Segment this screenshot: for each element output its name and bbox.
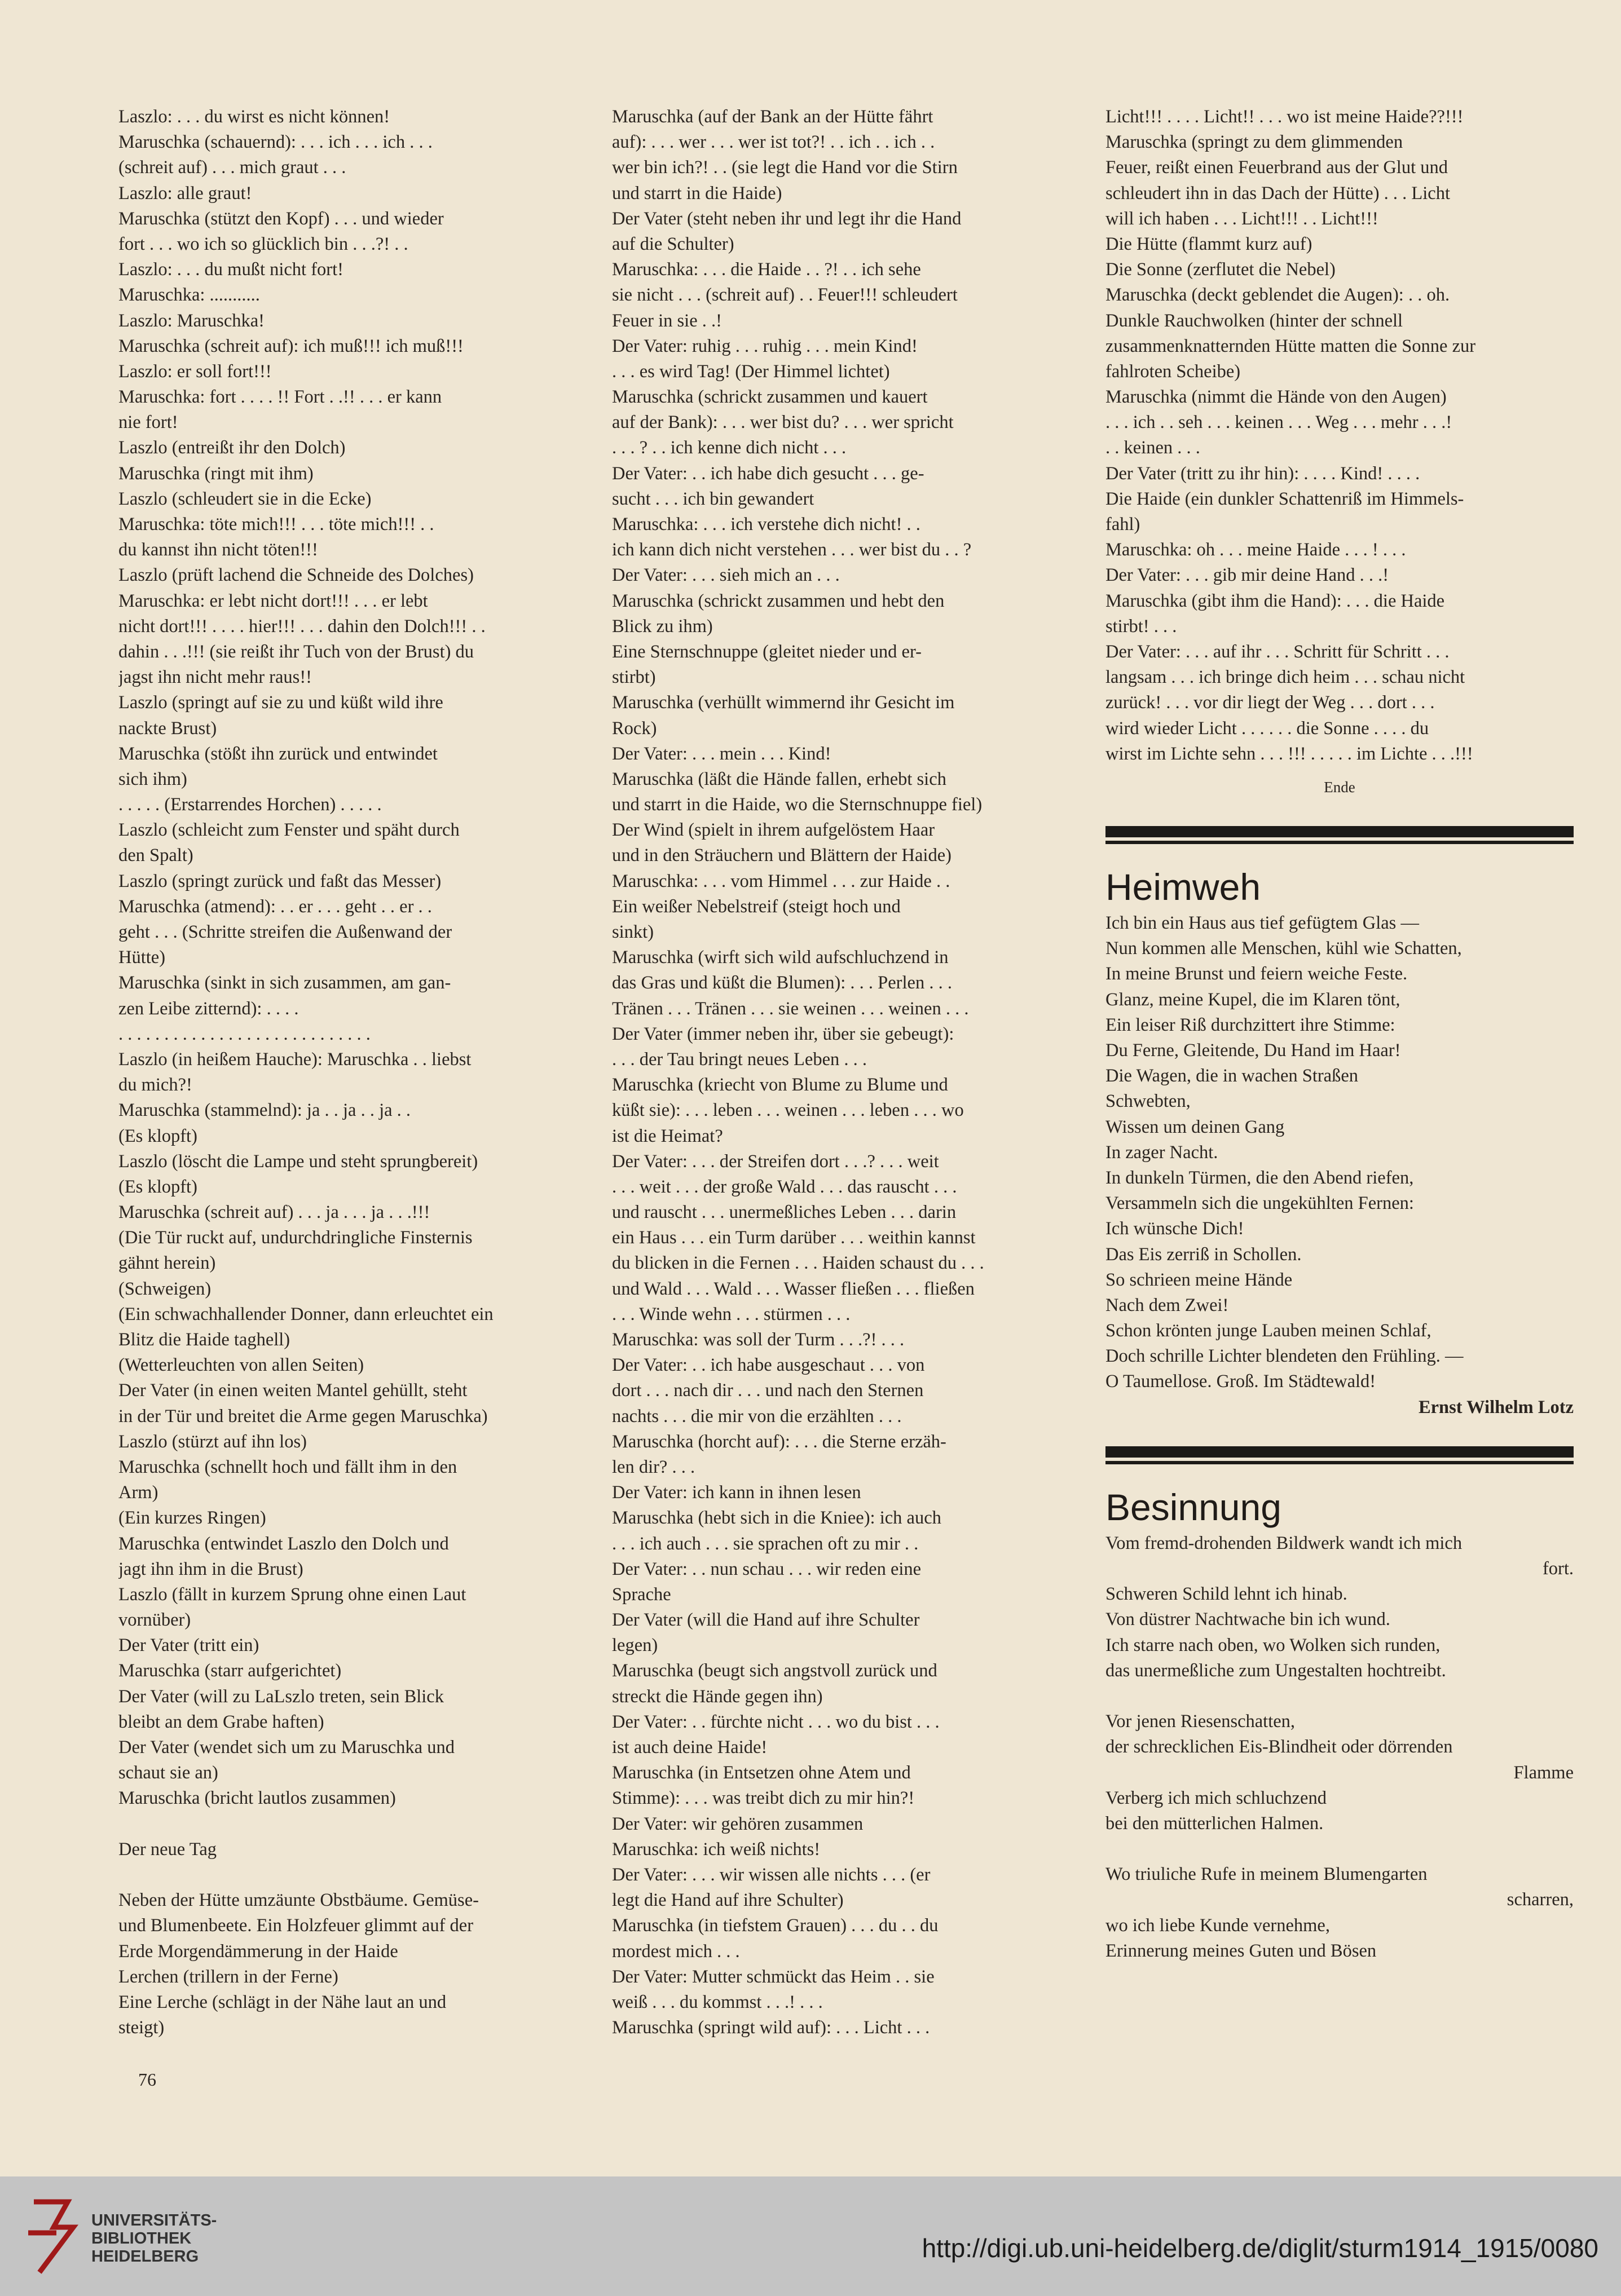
text-line: Laszlo (schleicht zum Fenster und späht durch (118, 820, 460, 841)
text-line: wird wieder Licht . . . . . . die Sonne . . . . du (1105, 718, 1429, 739)
text-line: Der Vater: . . . gib mir deine Hand . . .! (1105, 565, 1389, 586)
text-line: Maruschka (deckt geblendet die Augen): . . oh. (1105, 285, 1450, 306)
text-line: Der Vater (tritt zu ihr hin): . . . . Kind! . . . . (1105, 463, 1420, 484)
text-line: Laszlo: . . . du mußt nicht fort! (118, 259, 343, 280)
text-line: Du Ferne, Gleitende, Du Hand im Haar! (1105, 1040, 1401, 1061)
text-line: len dir? . . . (612, 1456, 695, 1477)
text-line: zen Leibe zitternd): . . . . (118, 998, 299, 1019)
text-line: So schrieen meine Hände (1105, 1269, 1293, 1290)
text-line: (Ein schwachhallender Donner, dann erleuchtet ein (118, 1304, 494, 1324)
text-line: Maruschka (kriecht von Blume zu Blume und (612, 1075, 948, 1096)
text-line: . . . Winde wehn . . . stürmen . . . (612, 1304, 851, 1324)
text-line: Der Vater: . . . mein . . . Kind! (612, 743, 831, 764)
text-line: . . . . . (Erstarrendes Horchen) . . . . . (118, 794, 382, 815)
text-line: Maruschka (springt wild auf): . . . Licht . . . (612, 2017, 930, 2038)
text-line: Rock) (612, 718, 657, 739)
text-line: Flamme (1513, 1762, 1574, 1783)
text-line: wer bin ich?! . . (sie legt die Hand vor die Stirn (612, 157, 958, 178)
text-line: Maruschka: was soll der Turm . . .?! . . . (612, 1330, 905, 1350)
text-line: Laszlo: alle graut! (118, 183, 252, 204)
text-line: will ich haben . . . Licht!!! . . Licht!!! (1105, 208, 1378, 229)
text-line: und in den Sträuchern und Blättern der Haide) (612, 845, 952, 866)
text-line: In dunkeln Türmen, die den Abend riefen, (1105, 1167, 1414, 1188)
text-line: Der Vater: ruhig . . . ruhig . . . mein Kind! (612, 335, 918, 356)
text-line: zusammenknatternden Hütte matten die Sonne zur (1105, 335, 1476, 356)
text-line: (Es klopft) (118, 1125, 197, 1146)
library-logo-icon (23, 2193, 85, 2278)
text-line: das unermeßliche zum Ungestalten hochtreibt. (1105, 1660, 1446, 1681)
text-line: Versammeln sich die ungekühlten Fernen: (1105, 1193, 1414, 1214)
text-line: Laszlo (löscht die Lampe und steht sprungbereit) (118, 1151, 478, 1172)
text-line: sich ihm) (118, 769, 187, 789)
text-line: nicht dort!!! . . . . hier!!! . . . dahin den Dolch!!! . . (118, 616, 486, 637)
section-divider-2 (1105, 1446, 1574, 1458)
text-line: scharren, (1507, 1889, 1574, 1910)
text-line: Laszlo (in heißem Hauche): Maruschka . . liebst (118, 1049, 472, 1070)
text-line: du kannst ihn nicht töten!!! (118, 540, 318, 560)
text-column-2 (612, 104, 1086, 2041)
text-line: (Die Tür ruckt auf, undurchdringliche Finsternis (118, 1228, 473, 1248)
text-line: Maruschka (verhüllt wimmernd ihr Gesicht im (612, 692, 955, 713)
text-line: Maruschka: . . . vom Himmel . . . zur Haide . . (612, 871, 950, 891)
text-line: Der Vater: wir gehören zusammen (612, 1813, 864, 1834)
text-line: Laszlo (fällt in kurzem Sprung ohne einen Laut (118, 1584, 466, 1605)
text-line: Maruschka (hebt sich in die Kniee): ich auch (612, 1508, 941, 1529)
text-line: ein Haus . . . ein Turm darüber . . . weithin kannst (612, 1228, 976, 1248)
text-line: Maruschka (läßt die Hände fallen, erhebt sich (612, 769, 946, 789)
text-line: Maruschka (stützt den Kopf) . . . und wieder (118, 208, 444, 229)
text-line: Der Vater: . . . der Streifen dort . . .? . . . weit (612, 1151, 939, 1172)
text-line: langsam . . . ich bringe dich heim . . . schau nicht (1105, 667, 1465, 688)
text-line: Laszlo: er soll fort!!! (118, 361, 272, 382)
text-line: Maruschka (gibt ihm die Hand): . . . die Haide (1105, 590, 1445, 611)
text-line: und starrt in die Haide) (612, 183, 782, 204)
drama-ending (1105, 104, 1574, 767)
text-line: Der Vater (wendet sich um zu Maruschka und (118, 1737, 455, 1758)
text-line: jagt ihn ihm in die Brust) (118, 1558, 303, 1579)
text-line: . . . weit . . . der große Wald . . . das rauscht . . . (612, 1176, 957, 1197)
text-line: Feuer in sie . .! (612, 310, 722, 331)
text-line: sinkt) (612, 922, 654, 942)
text-line: Wo triuliche Rufe in meinem Blumengarten (1105, 1864, 1428, 1885)
text-line: Maruschka: töte mich!!! . . . töte mich!!! . . (118, 514, 434, 535)
text-line: Erde Morgendämmerung in der Haide (118, 1941, 398, 1962)
text-line: In zager Nacht. (1105, 1142, 1218, 1163)
text-line: (Schweigen) (118, 1278, 212, 1299)
text-line: Maruschka (schrickt zusammen und hebt den (612, 590, 945, 611)
text-line: Laszlo (entreißt ihr den Dolch) (118, 438, 346, 458)
text-line: (Es klopft) (118, 1176, 197, 1197)
text-line: . . . . . . . . . . . . . . . . . . . . . . . . . . . . (118, 1023, 371, 1044)
text-line: ich kann dich nicht verstehen . . . wer bist du . . ? (612, 540, 972, 560)
text-line: Der Vater (will die Hand auf ihre Schulter (612, 1610, 920, 1631)
text-line: Maruschka (schreit auf): ich muß!!! ich muß!!! (118, 335, 464, 356)
library-name (91, 2211, 217, 2266)
poem-author: Ernst Wilhelm Lotz (1418, 1397, 1574, 1418)
text-line: Der Vater: . . . auf ihr . . . Schritt für Schritt . . . (1105, 641, 1450, 662)
text-line: In meine Brunst und feiern weiche Feste. (1105, 964, 1408, 984)
library-footer (0, 2176, 1621, 2296)
text-line: Laszlo (springt zurück und faßt das Messer) (118, 871, 442, 891)
text-line: . . . der Tau bringt neues Leben . . . (612, 1049, 867, 1070)
text-line: Blick zu ihm) (612, 616, 713, 637)
text-line: Maruschka (schreit auf) . . . ja . . . ja . . .!!! (118, 1202, 430, 1223)
end-marker: Ende (1324, 778, 1355, 796)
text-line: Tränen . . . Tränen . . . sie weinen . . . weinen . . . (612, 998, 969, 1019)
text-line: Ich starre nach oben, wo Wolken sich runden, (1105, 1635, 1441, 1655)
text-line: Vor jenen Riesenschatten, (1105, 1711, 1296, 1732)
section-divider (1105, 826, 1574, 837)
text-line: Der Vater: . . ich habe ausgeschaut . . . von (612, 1355, 925, 1376)
text-line: vornüber) (118, 1610, 191, 1631)
text-line: Maruschka: fort . . . . !! Fort . .!! . . . er kann (118, 387, 442, 408)
text-line: den Spalt) (118, 845, 193, 866)
text-line: Der Vater (in einen weiten Mantel gehüllt, steht (118, 1380, 468, 1401)
text-line: Maruschka (schnellt hoch und fällt ihm in den (118, 1456, 457, 1477)
text-line: (Ein kurzes Ringen) (118, 1508, 266, 1529)
text-line: stirbt) (612, 667, 656, 688)
text-line: Laszlo (prüft lachend die Schneide des Dolches) (118, 565, 474, 586)
text-line: (schreit auf) . . . mich graut . . . (118, 157, 346, 178)
library-name-line-3: HEIDELBERG (91, 2248, 199, 2266)
text-line: fort . . . wo ich so glücklich bin . . .?! . . (118, 233, 408, 254)
text-line: Maruschka (beugt sich angstvoll zurück und (612, 1661, 937, 1681)
text-line: Ich wünsche Dich! (1105, 1218, 1244, 1239)
text-line: . . . ich auch . . . sie sprachen oft zu mir . . (612, 1533, 919, 1554)
text-line: nie fort! (118, 412, 178, 433)
text-line: . . keinen . . . (1105, 438, 1200, 458)
text-line: Maruschka (ringt mit ihm) (118, 463, 314, 484)
text-line: Der Vater: Mutter schmückt das Heim . . sie (612, 1966, 935, 1987)
text-line: legt die Hand auf ihre Schulter) (612, 1890, 844, 1911)
section-divider-thin-2 (1105, 1461, 1574, 1464)
text-line: Maruschka: . . . die Haide . . ?! . . ich sehe (612, 259, 921, 280)
text-line: Eine Lerche (schlägt in der Nähe laut an und (118, 1992, 447, 2012)
text-line: Neben der Hütte umzäunte Obstbäume. Gemüse- (118, 1890, 479, 1911)
text-line: Blitz die Haide taghell) (118, 1330, 290, 1350)
text-line: Maruschka (schrickt zusammen und kauert (612, 387, 928, 408)
text-line: Laszlo (springt auf sie zu und küßt wild ihre (118, 692, 443, 713)
text-line: Maruschka (stößt ihn zurück und entwindet (118, 743, 438, 764)
text-line: O Taumellose. Groß. Im Städtewald! (1105, 1371, 1376, 1392)
poem-title-besinnung: Besinnung (1105, 1486, 1281, 1528)
text-line: Der Vater: ich kann in ihnen lesen (612, 1482, 861, 1503)
text-line: stirbt! . . . (1105, 616, 1177, 637)
text-line: Maruschka (springt zu dem glimmenden (1105, 132, 1403, 153)
text-line: Eine Sternschnuppe (gleitet nieder und er- (612, 641, 922, 662)
text-line: Laszlo (stürzt auf ihn los) (118, 1431, 307, 1452)
text-line (1105, 1684, 1574, 1709)
poem-heimweh (1105, 911, 1574, 1395)
text-line: der schrecklichen Eis-Blindheit oder dörrenden (1105, 1737, 1453, 1758)
text-line: schleudert ihn in das Dach der Hütte) . . . Licht (1105, 183, 1450, 204)
text-line: Wissen um deinen Gang (1105, 1116, 1285, 1137)
text-line: Sprache (612, 1584, 671, 1605)
text-line: streckt die Hände gegen ihn) (612, 1686, 823, 1707)
text-line: und starrt in die Haide, wo die Sternschnuppe fiel) (612, 794, 983, 815)
text-line: dahin . . .!!! (sie reißt ihr Tuch von der Brust) du (118, 641, 474, 662)
text-line: und Blumenbeete. Ein Holzfeuer glimmt auf der (118, 1915, 474, 1936)
text-line: Nach dem Zwei! (1105, 1295, 1229, 1315)
text-line: Maruschka (horcht auf): . . . die Sterne erzäh- (612, 1431, 946, 1452)
text-line: Ein weißer Nebelstreif (steigt hoch und (612, 896, 901, 917)
text-line: küßt sie): . . . leben . . . weinen . . . leben . . . wo (612, 1100, 964, 1121)
text-line: Von düstrer Nachtwache bin ich wund. (1105, 1609, 1390, 1630)
text-line: sie nicht . . . (schreit auf) . . Feuer!!! schleudert (612, 285, 958, 306)
text-line: Die Sonne (zerflutet die Nebel) (1105, 259, 1336, 280)
text-line: Glanz, meine Kupel, die im Klaren tönt, (1105, 989, 1400, 1010)
text-line (118, 1862, 592, 1888)
text-line: Der Vater (will zu LaLszlo treten, sein Blick (118, 1686, 444, 1707)
text-line: du mich?! (118, 1075, 192, 1096)
text-line: Maruschka (auf der Bank an der Hütte fährt (612, 107, 933, 127)
text-line: Maruschka (entwindet Laszlo den Dolch und (118, 1533, 449, 1554)
text-line: fahl) (1105, 514, 1140, 535)
text-line: (Wetterleuchten von allen Seiten) (118, 1355, 364, 1376)
library-name-line-1: UNIVERSITÄTS- (91, 2211, 217, 2229)
text-line: Doch schrille Lichter blendeten den Frühling. — (1105, 1346, 1464, 1367)
text-line: nackte Brust) (118, 718, 217, 739)
text-line: Der Vater (steht neben ihr und legt ihr die Hand (612, 208, 962, 229)
text-line: Maruschka (sinkt in sich zusammen, am gan- (118, 973, 451, 994)
text-line: Lerchen (trillern in der Ferne) (118, 1966, 338, 1987)
text-line: Hütte) (118, 947, 166, 968)
text-line: Maruschka (in Entsetzen ohne Atem und (612, 1763, 911, 1783)
text-line: sucht . . . ich bin gewandert (612, 488, 814, 509)
text-line: Ein leiser Riß durchzittert ihre Stimme: (1105, 1014, 1395, 1035)
text-line: mordest mich . . . (612, 1941, 740, 1962)
text-line: Arm) (118, 1482, 158, 1503)
poem-besinnung (1105, 1531, 1574, 1964)
text-line: bleibt an dem Grabe haften) (118, 1711, 324, 1732)
text-line: ist die Heimat? (612, 1125, 723, 1146)
text-line: dort . . . nach dir . . . und nach den Sternen (612, 1380, 924, 1401)
text-line: Die Wagen, die in wachen Straßen (1105, 1066, 1359, 1087)
text-line: nachts . . . die mir von die erzählten . . . (612, 1406, 902, 1427)
text-line: Schweren Schild lehnt ich hinab. (1105, 1584, 1347, 1605)
text-line: du blicken in die Fernen . . . Haiden schaust du . . . (612, 1253, 984, 1274)
text-line: Der Vater: . . ich habe dich gesucht . . . ge- (612, 463, 924, 484)
text-line: und Wald . . . Wald . . . Wasser fließen . . . fließen (612, 1278, 975, 1299)
text-line: geht . . . (Schritte streifen die Außenwand der (118, 922, 452, 942)
text-line: schaut sie an) (118, 1763, 218, 1783)
text-line: Der Wind (spielt in ihrem aufgelöstem Haar (612, 820, 935, 841)
text-line: Maruschka (atmend): . . er . . . geht . . er . . (118, 896, 432, 917)
text-line: Der Vater: . . nun schau . . . wir reden eine (612, 1558, 922, 1579)
text-line: Der Vater: . . fürchte nicht . . . wo du bist . . . (612, 1711, 940, 1732)
text-line: in der Tür und breitet die Arme gegen Maruschka) (118, 1406, 488, 1427)
text-line: Schon krönten junge Lauben meinen Schlaf, (1105, 1321, 1431, 1341)
text-line: Der Vater (tritt ein) (118, 1635, 259, 1656)
library-name-line-2: BIBLIOTHEK (91, 2229, 192, 2248)
text-line: auf der Bank): . . . wer bist du? . . . wer spricht (612, 412, 954, 433)
text-line: wo ich liebe Kunde vernehme, (1105, 1915, 1330, 1936)
text-line: Ich bin ein Haus aus tief gefügtem Glas — (1105, 913, 1419, 934)
text-line: Maruschka (wirft sich wild aufschluchzend in (612, 947, 949, 968)
text-line: Maruschka (nimmt die Hände von den Augen) (1105, 387, 1447, 408)
text-line: Die Haide (ein dunkler Schattenriß im Himmels- (1105, 488, 1464, 509)
text-line: und rauscht . . . unermeßliches Leben . . . darin (612, 1202, 957, 1223)
text-line: Maruschka: ........... (118, 285, 260, 306)
text-line: Verberg ich mich schluchzend (1105, 1787, 1327, 1808)
text-line: Dunkle Rauchwolken (hinter der schnell (1105, 310, 1403, 331)
text-line: . . . ? . . ich kenne dich nicht . . . (612, 438, 847, 458)
text-line: Laszlo (schleudert sie in die Ecke) (118, 488, 372, 509)
text-line: Vom fremd-drohenden Bildwerk wandt ich mich (1105, 1533, 1463, 1553)
text-line: legen) (612, 1635, 658, 1656)
text-line: Nun kommen alle Menschen, kühl wie Schatten, (1105, 938, 1462, 959)
text-line: Maruschka (starr aufgerichtet) (118, 1661, 342, 1681)
text-line (1105, 1836, 1574, 1862)
text-line: Der Vater: . . . wir wissen alle nichts . . . (er (612, 1864, 931, 1885)
source-url: http://digi.ub.uni-heidelberg.de/diglit/sturm1914_1915/0080 (922, 2233, 1598, 2263)
text-line: Maruschka (in tiefstem Grauen) . . . du . . du (612, 1915, 939, 1936)
page-number: 76 (138, 2069, 156, 2090)
text-line: Maruschka (stammelnd): ja . . ja . . ja . . (118, 1100, 411, 1121)
text-line: Licht!!! . . . . Licht!! . . . wo ist meine Haide??!!! (1105, 107, 1464, 127)
text-line: jagst ihn nicht mehr raus!! (118, 667, 312, 688)
text-line: fahlroten Scheibe) (1105, 361, 1241, 382)
text-line: ist auch deine Haide! (612, 1737, 768, 1758)
text-line: Laszlo: . . . du wirst es nicht können! (118, 107, 390, 127)
text-line: . . . es wird Tag! (Der Himmel lichtet) (612, 361, 890, 382)
text-line: weiß . . . du kommst . . .! . . . (612, 1992, 823, 2012)
poem-title-heimweh: Heimweh (1105, 866, 1261, 908)
text-line: zurück! . . . vor dir liegt der Weg . . . dort . . . (1105, 692, 1435, 713)
text-line (118, 1812, 592, 1837)
text-line: das Gras und küßt die Blumen): . . . Perlen . . . (612, 973, 952, 994)
text-line: Schwebten, (1105, 1091, 1191, 1112)
text-line: gähnt herein) (118, 1253, 216, 1274)
text-line: Stimme): . . . was treibt dich zu mir hin?! (612, 1788, 915, 1809)
text-line: . . . ich . . seh . . . keinen . . . Weg . . . mehr . . .! (1105, 412, 1452, 433)
text-line: auf die Schulter) (612, 233, 734, 254)
text-line: Die Hütte (flammt kurz auf) (1105, 233, 1312, 254)
text-line: wirst im Lichte sehn . . . !!! . . . . . im Lichte . . .!!! (1105, 743, 1473, 764)
text-line: Maruschka: ich weiß nichts! (612, 1839, 821, 1860)
text-line: Erinnerung meines Guten und Bösen (1105, 1940, 1377, 1961)
text-line: Feuer, reißt einen Feuerbrand aus der Glut und (1105, 157, 1448, 178)
text-line: Der Vater (immer neben ihr, über sie gebeugt): (612, 1023, 954, 1044)
text-line: Der neue Tag (118, 1839, 217, 1860)
text-column-3 (1105, 104, 1574, 1964)
text-line: Maruschka: . . . ich verstehe dich nicht! . . (612, 514, 920, 535)
text-line: bei den mütterlichen Halmen. (1105, 1813, 1324, 1834)
text-line: Maruschka (bricht lautlos zusammen) (118, 1788, 396, 1809)
text-line: Maruschka: oh . . . meine Haide . . . ! . . . (1105, 540, 1406, 560)
text-line: auf): . . . wer . . . wer ist tot?! . . ich . . ich . . (612, 132, 935, 153)
section-divider-thin (1105, 841, 1574, 844)
text-line: fort. (1542, 1558, 1574, 1579)
text-line: Laszlo: Maruschka! (118, 310, 265, 331)
text-line: steigt) (118, 2017, 165, 2038)
text-line: Das Eis zerriß in Schollen. (1105, 1244, 1302, 1265)
text-line: Maruschka (schauernd): . . . ich . . . ich . . . (118, 132, 433, 153)
text-line: Der Vater: . . . sieh mich an . . . (612, 565, 840, 586)
text-line: Maruschka: er lebt nicht dort!!! . . . er lebt (118, 590, 428, 611)
text-column-1 (118, 104, 592, 2041)
